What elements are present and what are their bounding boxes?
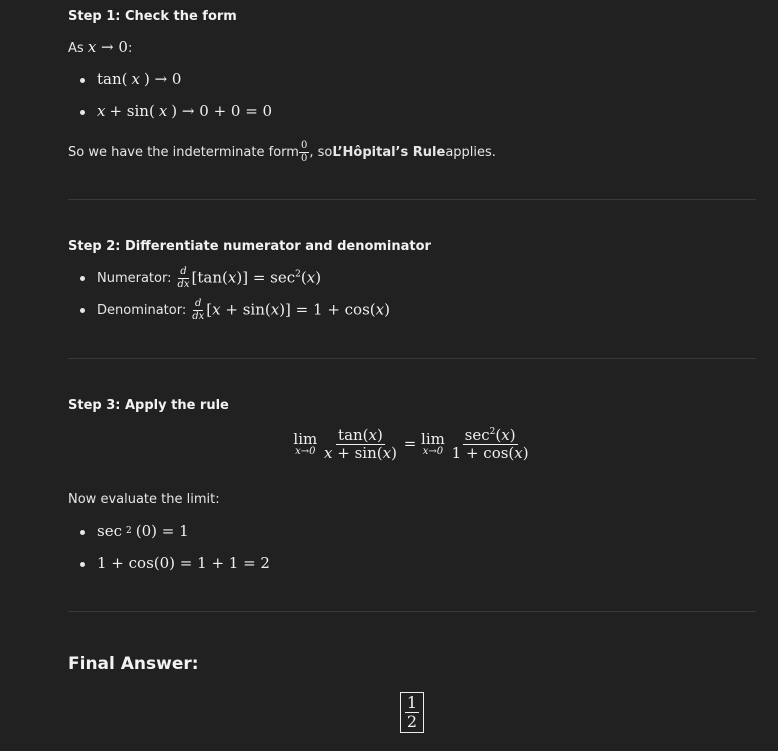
divider [68,611,756,612]
step2-title: Step 2: Differentiate numerator and denominator [68,239,431,254]
evaluate-text: Now evaluate the limit: [68,492,220,507]
step3-bullet-2: 1 + cos(0) = 1 + 1 = 2 [68,554,756,574]
step1-title: Step 1: Check the form [68,9,237,24]
step1-as-line: As x → 0: [68,38,133,56]
step3-bullet-1: sec 2 (0) = 1 [68,522,756,542]
divider [68,358,756,359]
final-answer: $\frac{1}{2}$ [68,692,756,733]
step3-title: Step 3: Apply the rule [68,398,229,413]
zero-over-zero: $\frac{0}{0}$ [300,140,308,164]
step1-conclusion: So we have the indeterminate form $\frac{0}{0}$ , so L’Hôpital’s Rule applies. [68,140,496,164]
rule-equation: lim x→0 $\frac{\tan(x)}{x + \sin(x)}$ = lim x→0 $\frac{\sec^2(x)}{1 + \cos(x)}$ [293,426,529,462]
final-answer-title: Final Answer: [68,654,199,674]
divider [68,199,756,200]
step1-bullet-2: x + sin( x ) → 0 + 0 = 0 [68,102,756,122]
step2-numerator: Numerator: $\frac{d}{dx}$ $[\tan(x)] = \sec^2(x)$ [68,266,756,290]
step1-bullet-1: tan( x ) → 0 [68,70,756,90]
rule-name: L’Hôpital’s Rule [332,145,446,160]
step2-denominator: Denominator: $\frac{d}{dx}$ [x + sin(x)] = 1 + cos(x) [68,298,756,322]
